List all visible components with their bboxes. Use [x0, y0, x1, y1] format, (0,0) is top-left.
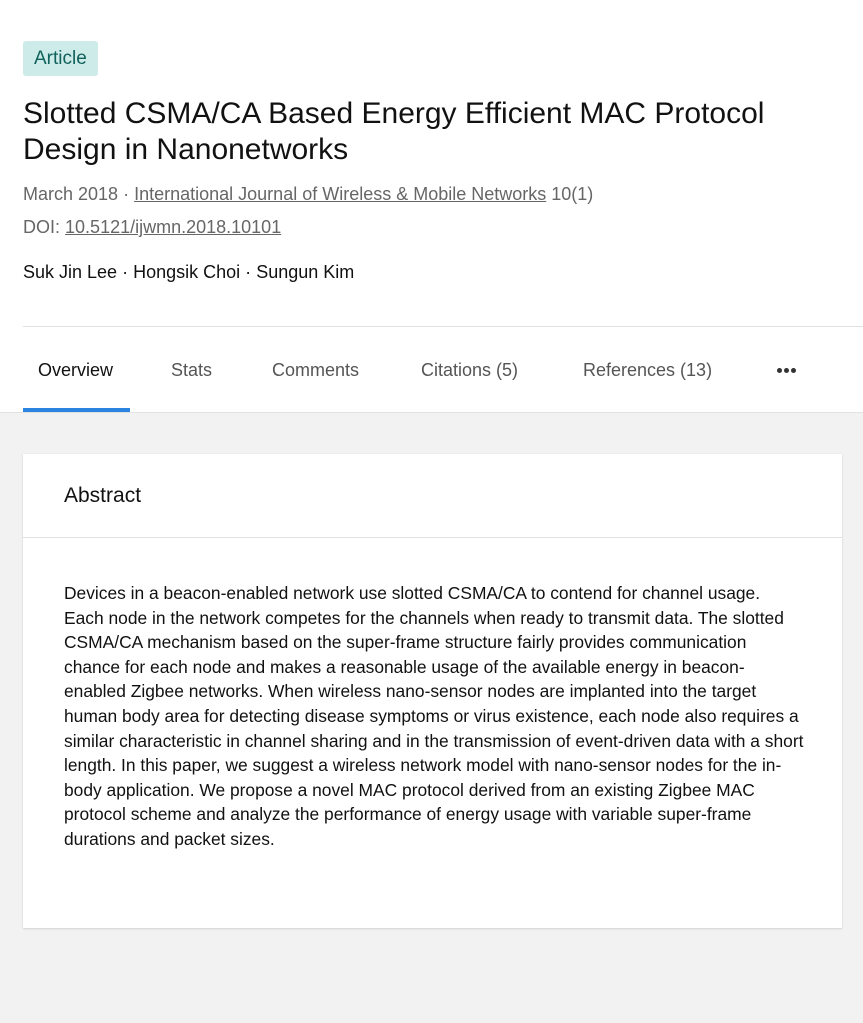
- journal-link[interactable]: International Journal of Wireless & Mobile Networks: [134, 184, 547, 204]
- abstract-heading: Abstract: [64, 484, 142, 507]
- abstract-card: [23, 454, 842, 928]
- doi-link[interactable]: 10.5121/ijwmn.2018.10101: [65, 217, 282, 237]
- publication-date: March 2018: [23, 184, 119, 204]
- publication-title: Slotted CSMA/CA Based Energy Efficient MAC Protocol Design in Nanonetworks: [23, 97, 765, 166]
- author-name[interactable]: Suk Jin Lee: [23, 262, 118, 282]
- author-name[interactable]: Sungun Kim: [256, 262, 355, 282]
- author-separator: ·: [122, 262, 129, 282]
- tab-references[interactable]: References (13): [583, 360, 713, 380]
- abstract-text: Devices in a beacon-enabled network use slotted CSMA/CA to contend for channel usage. Each node in the network competes for the channels when ready to transmit data. The slotted CSMA/CA mechanism based on the super-frame structure fairly provides communication chance for each node and makes a reasonable usage of the available energy in beacon-enabled Zigbee networks. When wireless nano-sensor nodes are implanted into the target human body area for detecting disease symptoms or virus existence, each node also requires a similar characteristic in channel sharing and in the transmission of event-driven data with a short length. In this paper, we suggest a wireless network model with nano-sensor nodes for the in-body application. We propose a novel MAC protocol derived from an existing Zigbee MAC protocol scheme and analyze the performance of energy usage with variable super-frame durations and packet sizes.: [64, 583, 804, 849]
- journal-volume: 10(1): [551, 184, 594, 204]
- abstract-card-header: [23, 454, 842, 538]
- article-type-badge: Article: [23, 41, 98, 76]
- tab-overview[interactable]: Overview: [38, 360, 114, 380]
- tab-bar: [0, 327, 863, 412]
- tab-citations[interactable]: Citations (5): [421, 360, 519, 380]
- active-tab-indicator: [23, 408, 130, 412]
- tab-comments[interactable]: Comments: [272, 360, 360, 380]
- meta-separator: ·: [123, 184, 130, 204]
- publication-meta: [23, 183, 593, 205]
- more-horizontal-icon[interactable]: [776, 327, 800, 412]
- doi-label: DOI:: [23, 217, 61, 237]
- author-separator: ·: [245, 262, 252, 282]
- author-list: [23, 261, 354, 283]
- tab-stats[interactable]: Stats: [171, 360, 213, 380]
- author-name[interactable]: Hongsik Choi: [133, 262, 241, 282]
- doi-line: [23, 216, 281, 238]
